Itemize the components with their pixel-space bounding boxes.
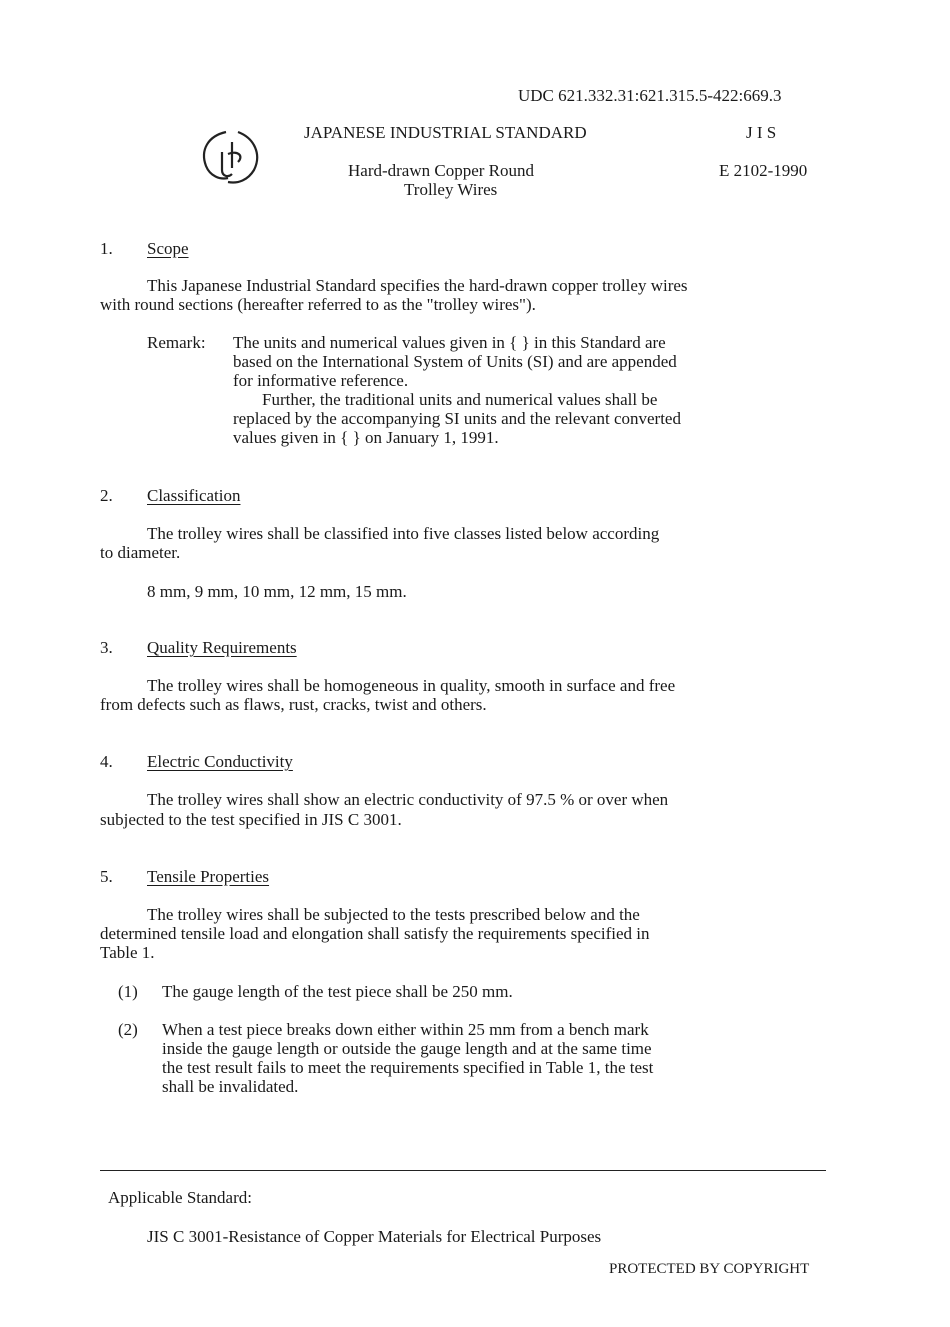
section-5-body-line1: The trolley wires shall be subjected to the tests prescribed below and the: [147, 905, 640, 924]
section-4-body-line2: subjected to the test specified in JIS C 3001.: [100, 810, 402, 829]
jis-mark: J I S: [746, 123, 777, 142]
section-4-number: 4.: [100, 752, 113, 771]
remark-line: replaced by the accompanying SI units and the relevant converted: [233, 409, 681, 428]
section-1-body-line2: with round sections (hereafter referred to as the "trolley wires").: [100, 295, 536, 314]
remark-line: for informative reference.: [233, 371, 409, 390]
list-item-number: (2): [118, 1020, 138, 1039]
section-3-body-line1: The trolley wires shall be homogeneous in quality, smooth in surface and free: [147, 676, 676, 695]
section-3-title: Quality Requirements: [147, 638, 297, 657]
section-5-body-line3: Table 1.: [100, 943, 155, 962]
doc-title-line1: Hard-drawn Copper Round: [348, 161, 535, 180]
remark-line: Further, the traditional units and numerical values shall be: [262, 390, 658, 409]
list-item-text: inside the gauge length or outside the gauge length and at the same time: [162, 1039, 652, 1058]
section-5-body-line2: determined tensile load and elongation shall satisfy the requirements specified in: [100, 924, 650, 943]
section-2-body-line2: to diameter.: [100, 543, 181, 562]
footer-divider: [100, 1170, 826, 1171]
section-2-body-line1: The trolley wires shall be classified into five classes listed below according: [147, 524, 660, 543]
remark-line: The units and numerical values given in { } in this Standard are: [233, 333, 666, 352]
list-item-number: (1): [118, 982, 138, 1001]
remark-label: Remark:: [147, 333, 206, 352]
remark-line: based on the International System of Units (SI) and are appended: [233, 352, 677, 371]
section-5-title: Tensile Properties: [147, 867, 270, 886]
list-item-text: The gauge length of the test piece shall be 250 mm.: [162, 982, 513, 1001]
section-5-number: 5.: [100, 867, 113, 886]
applicable-standard-label: Applicable Standard:: [108, 1188, 252, 1207]
section-4-title: Electric Conductivity: [147, 752, 293, 771]
doc-title-line2: Trolley Wires: [404, 180, 498, 199]
section-2-title: Classification: [147, 486, 241, 505]
section-3-number: 3.: [100, 638, 113, 657]
section-1-body-line1: This Japanese Industrial Standard specifies the hard-drawn copper trolley wires: [147, 276, 688, 295]
diameter-sizes: 8 mm, 9 mm, 10 mm, 12 mm, 15 mm.: [147, 582, 407, 601]
jis-logo-icon: [198, 128, 264, 186]
section-3-body-line2: from defects such as flaws, rust, cracks, twist and others.: [100, 695, 487, 714]
list-item-text: shall be invalidated.: [162, 1077, 299, 1096]
doc-number: E 2102-1990: [719, 161, 808, 180]
remark-line: values given in { } on January 1, 1991.: [233, 428, 499, 447]
list-item-text: When a test piece breaks down either within 25 mm from a bench mark: [162, 1020, 649, 1039]
copyright-notice: PROTECTED BY COPYRIGHT: [609, 1261, 810, 1277]
section-1-number: 1.: [100, 239, 113, 258]
org-title: JAPANESE INDUSTRIAL STANDARD: [304, 123, 587, 142]
section-4-body-line1: The trolley wires shall show an electric conductivity of 97.5 % or over when: [147, 790, 669, 809]
section-2-number: 2.: [100, 486, 113, 505]
udc-code: UDC 621.332.31:621.315.5-422:669.3: [518, 86, 782, 105]
list-item-text: the test result fails to meet the requirements specified in Table 1, the test: [162, 1058, 654, 1077]
section-1-title: Scope: [147, 239, 189, 258]
applicable-standard-item: JIS C 3001-Resistance of Copper Materials for Electrical Purposes: [147, 1227, 602, 1246]
